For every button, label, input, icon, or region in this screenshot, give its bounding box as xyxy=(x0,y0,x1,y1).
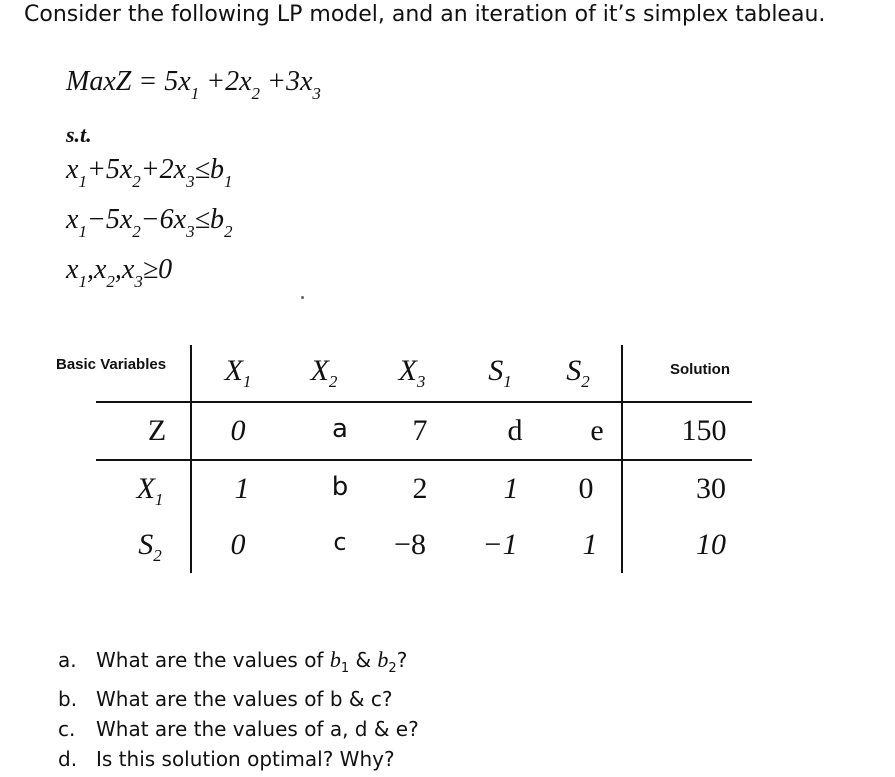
column-header-s2: $S_2$ xyxy=(566,354,590,391)
question-item xyxy=(58,744,419,774)
table-cell: 0 xyxy=(230,414,246,447)
question-marker: a. xyxy=(58,648,77,672)
table-cell: 1 xyxy=(234,472,250,505)
tableau-header-rule xyxy=(96,401,752,403)
term-1: $5x_1$ xyxy=(164,66,200,103)
table-cell: 0 xyxy=(230,528,246,561)
column-header-x1: $X_1$ xyxy=(224,354,252,391)
column-header-x3: $X_3$ xyxy=(398,354,426,391)
table-cell: 0 xyxy=(578,472,594,505)
table-cell: a xyxy=(332,414,348,444)
question-marker: b. xyxy=(58,687,78,711)
stray-dot xyxy=(301,296,304,299)
intro-text: Consider the following LP model, and an iteration of it’s simplex tableau. xyxy=(24,2,826,27)
table-cell: 1 xyxy=(503,472,519,505)
table-cell: b xyxy=(331,472,349,502)
subject-to-label: s.t. xyxy=(66,122,92,147)
question-item xyxy=(58,645,419,684)
term-3: $3x_3$ xyxy=(285,66,321,103)
row-label: $S_2$ xyxy=(138,528,162,565)
table-cell: 2 xyxy=(412,472,428,505)
question-text: What are the values of b & c? xyxy=(96,687,393,711)
objective-function xyxy=(66,66,321,103)
table-cell: e xyxy=(590,414,604,447)
table-cell: −1 xyxy=(482,528,518,561)
questions-list xyxy=(58,645,419,774)
table-cell: c xyxy=(333,528,347,556)
table-cell: −8 xyxy=(394,528,426,561)
question-marker: c. xyxy=(58,717,76,741)
question-text: What are the values of a, d & e? xyxy=(96,717,419,741)
z-var: Z xyxy=(115,66,132,97)
plus-sign: + xyxy=(206,66,226,97)
question-text: What are the values of $b_1$ & $b_2$? xyxy=(96,647,408,676)
solution-cell: 10 xyxy=(696,528,726,561)
question-text: Is this solution optimal? Why? xyxy=(96,747,395,771)
tableau-objective-rule xyxy=(96,459,752,461)
max-label: Max xyxy=(66,66,116,97)
solution-header: Solution xyxy=(670,361,730,378)
column-header-x2: $X_2$ xyxy=(310,354,338,391)
solution-cell: 30 xyxy=(696,472,726,505)
term-2: $2x_2$ xyxy=(225,66,261,103)
basic-variables-header: Basic Variables xyxy=(56,356,167,373)
row-label: Z xyxy=(147,414,167,447)
nonnegativity-constraint: $x_1,x_2,x_3\ge 0$ xyxy=(66,254,173,291)
plus-sign: + xyxy=(267,66,286,97)
question-item xyxy=(58,684,419,714)
constraint-2: $x_1-5x_2-6x_3\le b_2$ xyxy=(66,204,233,241)
table-cell: 7 xyxy=(412,414,428,447)
table-cell: d xyxy=(507,414,523,447)
equals-sign: = xyxy=(138,66,158,97)
constraint-1: $x_1+5x_2+2x_3\le b_1$ xyxy=(66,154,233,191)
solution-cell: 150 xyxy=(681,414,727,447)
row-label: $X_1$ xyxy=(136,472,164,509)
column-header-s1: $S_1$ xyxy=(488,354,512,391)
question-item xyxy=(58,714,419,744)
table-cell: 1 xyxy=(582,528,598,561)
question-marker: d. xyxy=(58,747,78,771)
